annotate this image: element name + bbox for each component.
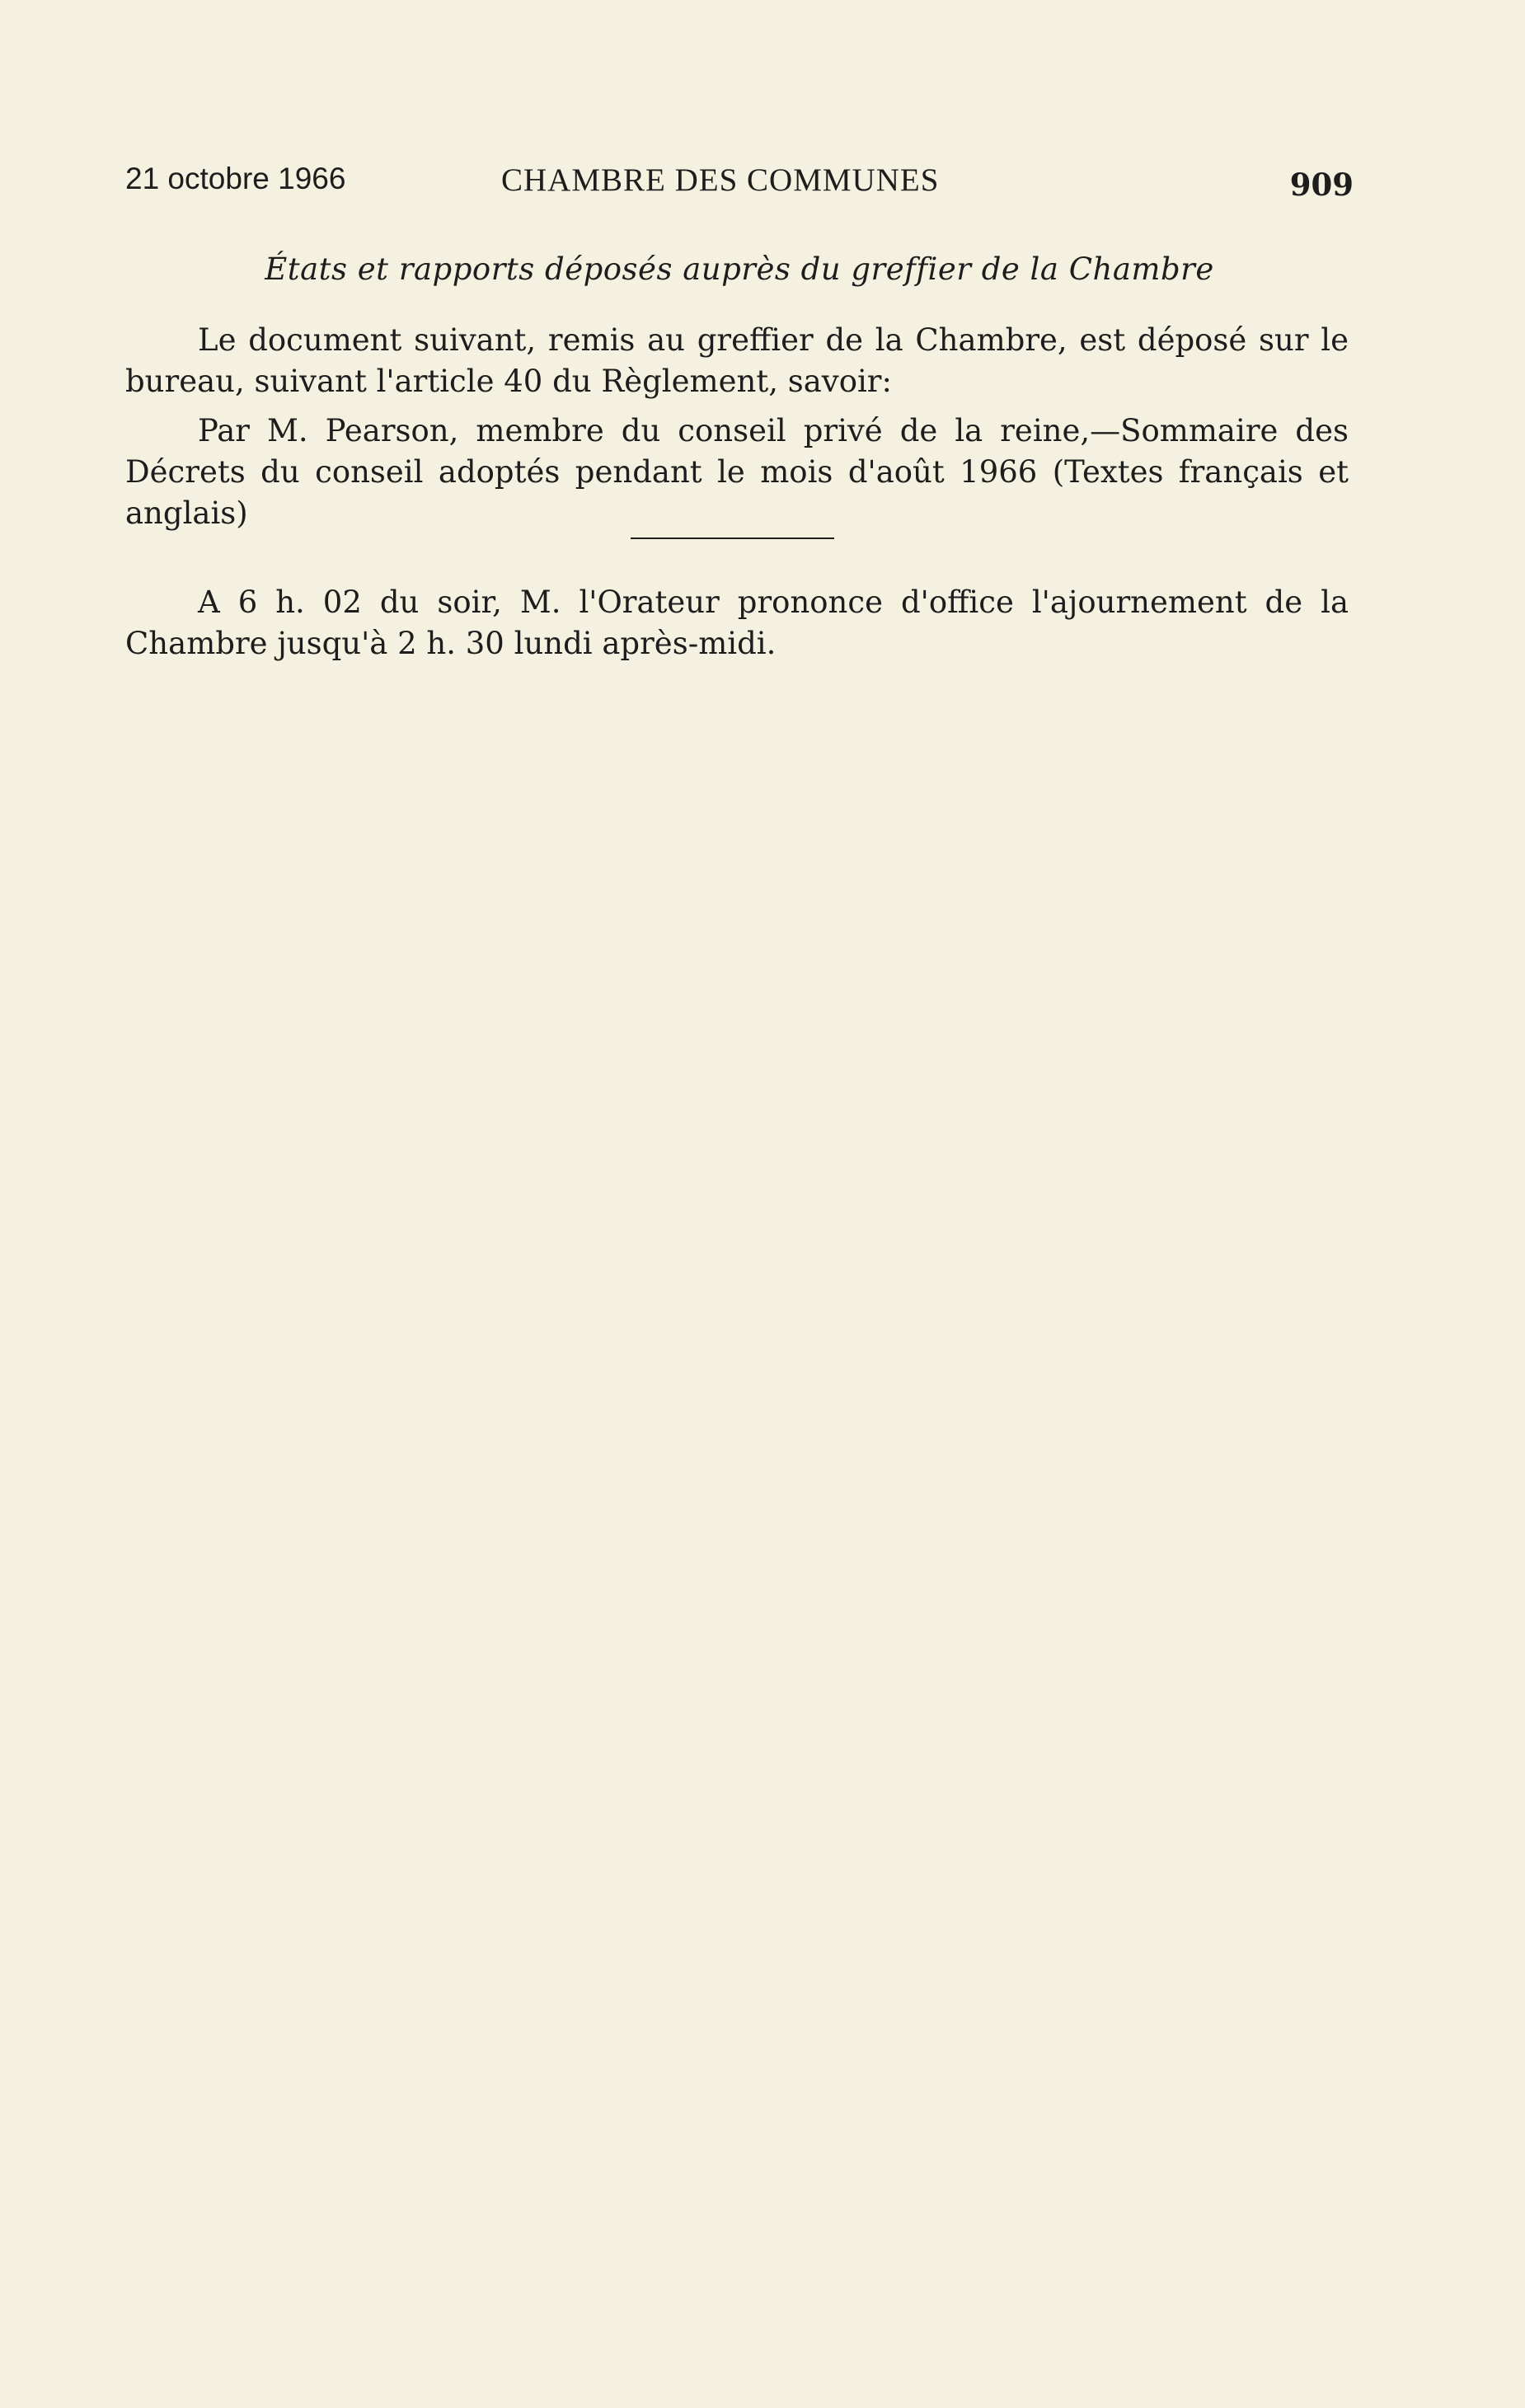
- paragraph-pearson-summary: Par M. Pearson, membre du conseil privé de la reine,—Sommaire des Décrets du conseil adoptés pendant le mois d'août 1966 (Textes français et anglais): [125, 413, 1349, 531]
- header-date: 21 octobre 1966: [125, 162, 346, 195]
- paragraph-document-tabled: Le document suivant, remis au greffier de la Chambre, est déposé sur le bureau, suivant l'article 40 du Règlement, savoir:: [125, 322, 1349, 399]
- page-header: [125, 162, 1354, 211]
- section-divider: [631, 537, 834, 539]
- page-number: 909: [1289, 167, 1354, 203]
- section-heading: États et rapports déposés auprès du greffier de la Chambre: [265, 251, 1214, 287]
- header-title: CHAMBRE DES COMMUNES: [501, 162, 940, 198]
- paragraph-adjournment: A 6 h. 02 du soir, M. l'Orateur prononce d'office l'ajournement de la Chambre jusqu'à 2 h. 30 lundi après-midi.: [125, 584, 1349, 661]
